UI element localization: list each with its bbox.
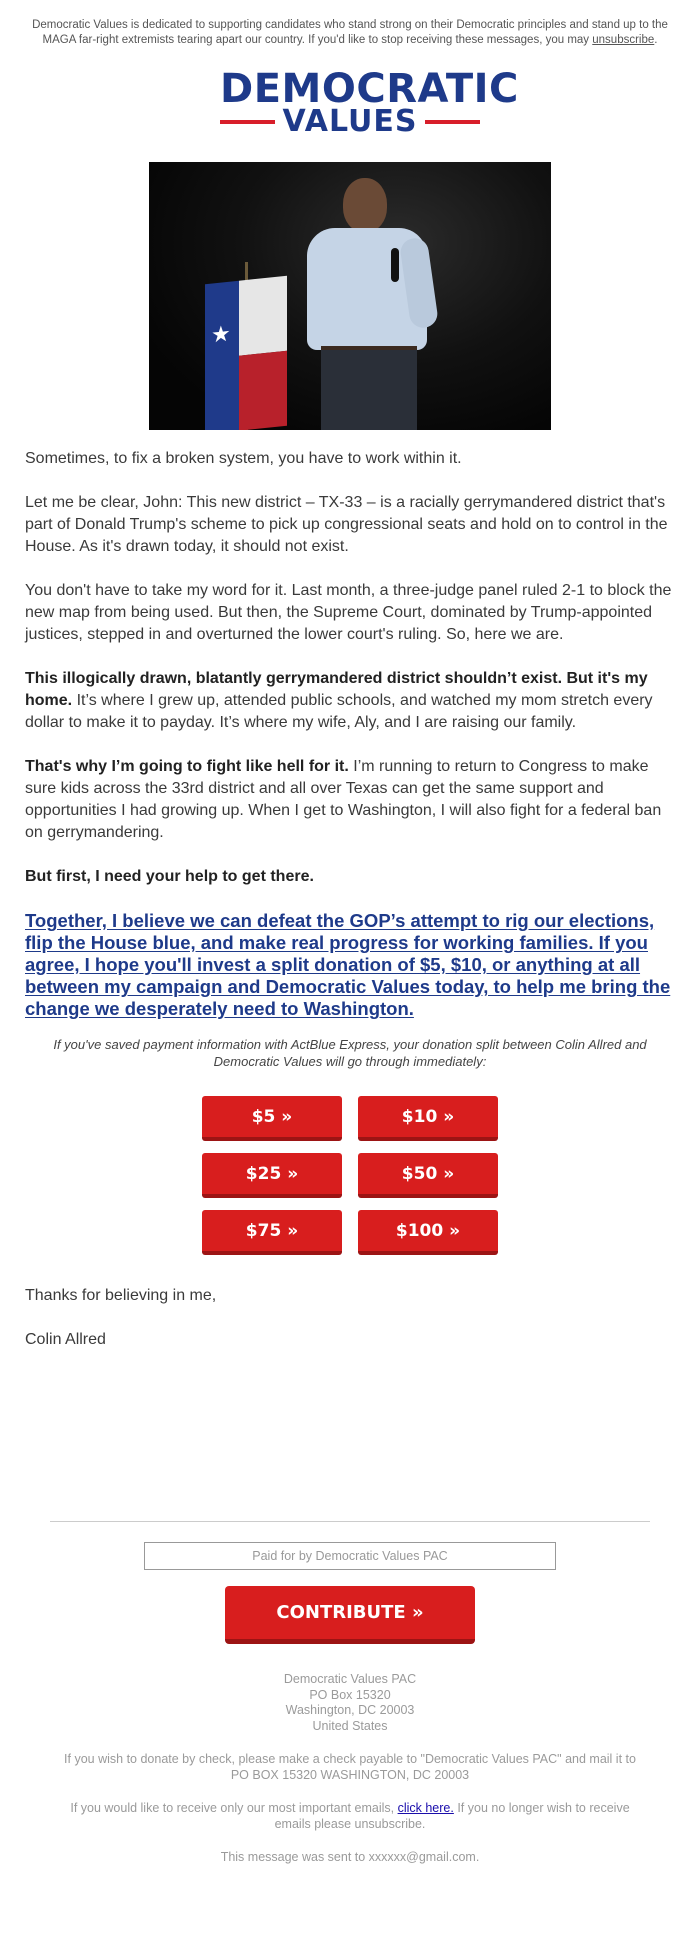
preheader: Democratic Values is dedicated to supporting candidates who stand strong on their Democratic principles and stand up to the MAGA far-right extremists tearing apart our country. If you'd like to stop receiving these messages, you may unsubscribe.	[32, 19, 668, 46]
paragraph-2: Let me be clear, John: This new district – TX-33 – is a racially gerrymandered district that's part of Donald Trump's scheme to pick up congressional seats and hold on to control in the House. As it's drawn today, it should not exist.	[25, 494, 668, 555]
thanks-line: Thanks for believing in me,	[25, 1287, 217, 1304]
mailing-address: Democratic Values PAC PO Box 15320 Washington, DC 20003 United States	[283, 1672, 417, 1733]
paragraph-1: Sometimes, to fix a broken system, you have to work within it.	[25, 450, 462, 467]
hero-image	[149, 162, 551, 430]
donation-button-grid	[202, 1096, 498, 1255]
email-body	[0, 18, 700, 1866]
donate-100-button[interactable]: $100 »	[358, 1210, 498, 1255]
logo-line2: VALUES	[282, 104, 418, 139]
actblue-express-note: If you've saved payment information with ActBlue Express, your donation split between Colin Allred and Democratic Values will go through immediately:	[53, 1037, 647, 1069]
donate-25-button[interactable]: $25 »	[202, 1153, 342, 1198]
letter-body	[0, 448, 700, 1020]
paragraph-4: This illogically drawn, blatantly gerrymandered district shouldn’t exist. But it's my home. It’s where I grew up, attended public schools, and watched my mom stretch every dollar to make it to payday. It’s where my wife, Aly, and I are raising our family.	[25, 670, 653, 731]
paid-for-box: Paid for by Democratic Values PAC	[144, 1542, 556, 1570]
democratic-values-logo	[220, 66, 519, 139]
logo-right-bar	[425, 120, 480, 124]
signature-name: Colin Allred	[25, 1331, 106, 1348]
donate-50-button[interactable]: $50 »	[358, 1153, 498, 1198]
paragraph-6: But first, I need your help to get there.	[25, 868, 314, 885]
donate-5-button[interactable]: $5 »	[202, 1096, 342, 1141]
donate-75-button[interactable]: $75 »	[202, 1210, 342, 1255]
footer-divider	[50, 1521, 650, 1522]
texas-flag-image: ★	[205, 276, 287, 430]
paragraph-3: You don't have to take my word for it. Last month, a three-judge panel ruled 2-1 to block the new map from being used. But then, the Supreme Court, dominated by Trump-appointed justices, stepped in and overturned the lower court's ruling. So, here we are.	[25, 582, 672, 643]
donate-10-button[interactable]: $10 »	[358, 1096, 498, 1141]
unsubscribe-link[interactable]: unsubscribe	[592, 34, 655, 46]
click-here-link[interactable]: click here.	[397, 1801, 454, 1815]
speaker-figure	[287, 174, 447, 430]
contribute-button[interactable]: CONTRIBUTE »	[225, 1586, 475, 1644]
paragraph-5: That's why I’m going to fight like hell for it. I’m running to return to Congress to make sure kids across the 33rd district and all over Texas can get the same support and opportunities I had growing up. When I get to Washington, I will also fight for a federal ban on gerrymandering.	[25, 758, 662, 841]
signoff	[0, 1285, 700, 1351]
donation-cta-link[interactable]: Together, I believe we can defeat the GOP’s attempt to rig our elections, flip the House blue, and make real progress for working families. If you agree, I hope you'll invest a split donation of $5, $10, or anything at all between my campaign and Democratic Values today, to help me bring the change we desperately need to Washington.	[25, 910, 671, 1019]
preheader-text: Democratic Values is dedicated to supporting candidates who stand strong on their Democratic principles and stand up to the MAGA far-right extremists tearing apart our country. If you'd like to stop receiving these messages, you may	[32, 19, 668, 46]
logo-left-bar	[220, 120, 275, 124]
email-preferences-note: If you would like to receive only our most important emails, click here. If you no longer wish to receive emails please unsubscribe.	[70, 1801, 630, 1831]
check-donation-note: If you wish to donate by check, please make a check payable to "Democratic Values PAC" and mail it to PO BOX 15320 WASHINGTON, DC 20003	[64, 1752, 636, 1782]
microphone-icon	[391, 248, 399, 282]
sent-to-note: This message was sent to xxxxxx@gmail.com.	[220, 1850, 480, 1864]
footer	[0, 1672, 700, 1866]
logo-line1: DEMOCRATIC	[220, 66, 519, 112]
